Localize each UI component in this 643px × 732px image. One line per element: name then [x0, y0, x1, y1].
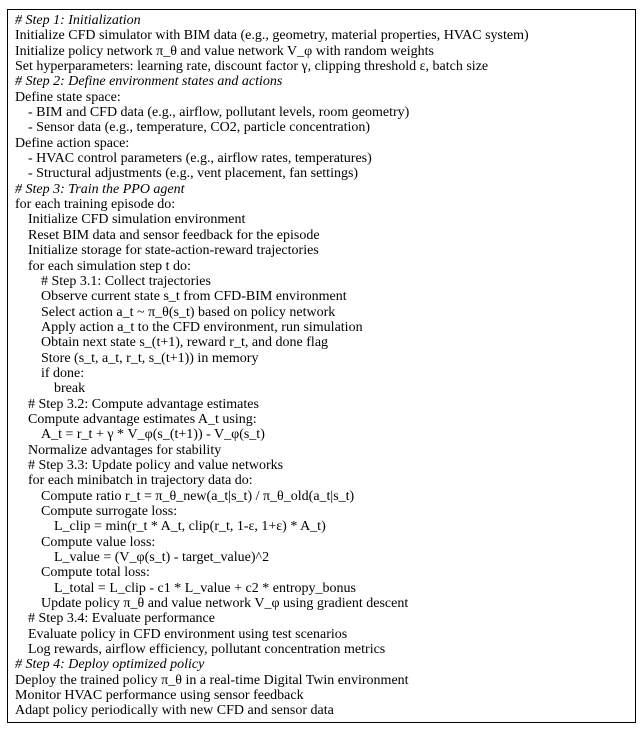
code-line: # Step 3.2: Compute advantage estimates — [28, 396, 259, 412]
code-line: A_t = r_t + γ * V_φ(s_(t+1)) - V_φ(s_t) — [41, 427, 265, 443]
code-line: Compute ratio r_t = π_θ_new(a_t|s_t) / π_θ_old(a_t|s_t) — [41, 488, 355, 504]
code-line: - HVAC control parameters (e.g., airflow rates, temperatures) — [28, 151, 372, 167]
code-line: Compute total loss: — [41, 565, 150, 581]
code-line: for each training episode do: — [15, 197, 176, 213]
code-line: # Step 3.3: Update policy and value networks — [28, 457, 284, 473]
code-line: Update policy π_θ and value network V_φ using gradient descent — [41, 596, 409, 612]
code-line: Store (s_t, a_t, r_t, s_(t+1)) in memory — [41, 350, 259, 366]
code-line: Initialize CFD simulator with BIM data (e.g., geometry, material properties, HVAC system) — [15, 28, 529, 44]
code-line: Evaluate policy in CFD environment using test scenarios — [28, 626, 348, 642]
code-line: Adapt policy periodically with new CFD and sensor data — [15, 703, 334, 719]
code-line: L_clip = min(r_t * A_t, clip(r_t, 1-ε, 1+ε) * A_t) — [54, 519, 326, 535]
code-line: Observe current state s_t from CFD-BIM environment — [41, 289, 347, 305]
code-line: Define state space: — [15, 89, 121, 105]
code-line: Deploy the trained policy π_θ in a real-time Digital Twin environment — [15, 672, 409, 688]
code-line: Compute advantage estimates A_t using: — [28, 411, 257, 427]
code-line: Normalize advantages for stability — [28, 442, 222, 458]
code-line: # Step 3.1: Collect trajectories — [41, 273, 211, 289]
code-line: for each simulation step t do: — [28, 258, 191, 274]
code-line: # Step 3.4: Evaluate performance — [28, 611, 215, 627]
code-line: # Step 2: Define environment states and actions — [15, 74, 283, 90]
code-line: Obtain next state s_(t+1), reward r_t, and done flag — [41, 335, 329, 351]
code-line: Monitor HVAC performance using sensor feedback — [15, 688, 304, 704]
code-line: Initialize policy network π_θ and value network V_φ with random weights — [15, 43, 434, 59]
code-line: L_total = L_clip - c1 * L_value + c2 * entropy_bonus — [54, 580, 356, 596]
code-line: Define action space: — [15, 135, 130, 151]
code-line: # Step 1: Initialization — [15, 13, 141, 28]
code-line: Compute surrogate loss: — [41, 504, 178, 519]
code-line: - Sensor data (e.g., temperature, CO2, particle concentration) — [28, 120, 371, 136]
code-line: Apply action a_t to the CFD environment, run simulation — [41, 319, 363, 335]
code-line: # Step 3: Train the PPO agent — [15, 181, 185, 197]
code-line: if done: — [41, 365, 85, 381]
code-line: Set hyperparameters: learning rate, discount factor γ, clipping threshold ε, batch size — [15, 59, 489, 75]
code-line: Log rewards, airflow efficiency, pollutant concentration metrics — [28, 642, 386, 658]
code-line: Compute value loss: — [41, 534, 156, 550]
code-line: Reset BIM data and sensor feedback for the episode — [28, 227, 320, 243]
code-line: Initialize CFD simulation environment — [28, 212, 246, 228]
code-line: Select action a_t ~ π_θ(s_t) based on policy network — [41, 304, 336, 320]
code-line: L_value = (V_φ(s_t) - target_value)^2 — [54, 550, 270, 566]
code-line: - Structural adjustments (e.g., vent placement, fan settings) — [28, 166, 359, 182]
code-line: - BIM and CFD data (e.g., airflow, pollutant levels, room geometry) — [28, 105, 410, 121]
code-line: Initialize storage for state-action-reward trajectories — [28, 243, 319, 259]
pseudocode-box — [7, 9, 636, 723]
code-line: # Step 4: Deploy optimized policy — [15, 657, 205, 673]
code-line: for each minibatch in trajectory data do: — [28, 473, 253, 489]
code-line: break — [54, 381, 86, 397]
